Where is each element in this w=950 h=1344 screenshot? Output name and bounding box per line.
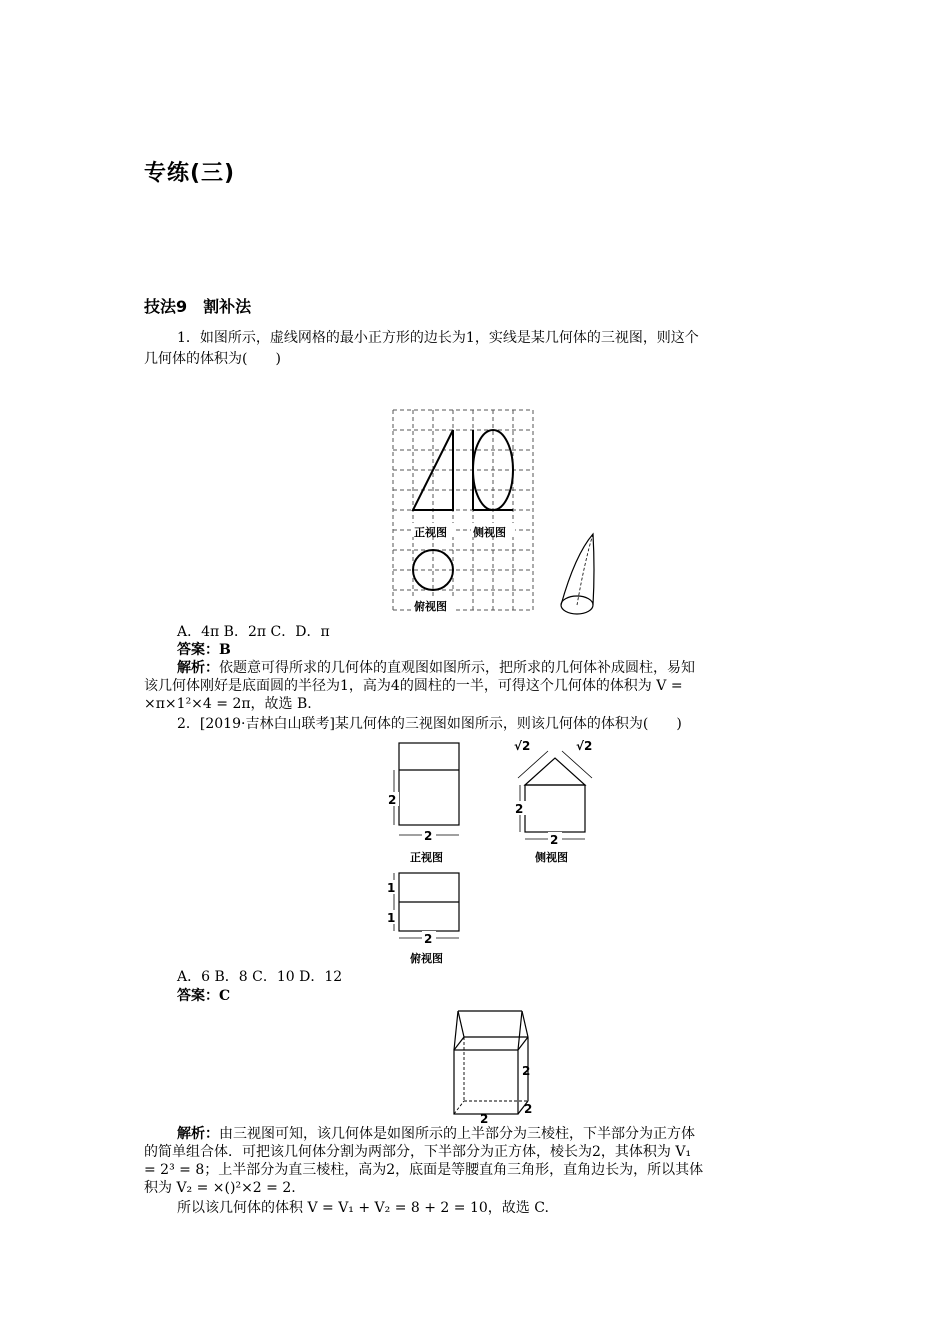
q2-sqrt2-left-label: √2 xyxy=(514,739,531,753)
q2-conclusion: 所以该几何体的体积 V = V₁ + V₂ = 8 + 2 = 10，故选 C. xyxy=(177,1200,549,1216)
q2-solid-height-label: 2 xyxy=(522,1064,531,1078)
q1-front-view-label: 正视图 xyxy=(414,526,447,539)
q2-side-width-label: 2 xyxy=(550,833,559,846)
page-title: 专练(三) xyxy=(144,161,236,186)
q1-analysis-line2: 该几何体刚好是底面圆的半径为1，高为4的圆柱的一半，可得这个几何体的体积为 V = xyxy=(144,678,683,694)
q2-side-height-label: 2 xyxy=(515,802,524,816)
q2-analysis-line4: 积为 V₂ = ×()²×2 = 2. xyxy=(144,1180,296,1196)
q1-top-view-label: 俯视图 xyxy=(414,600,447,613)
q1-analysis-label: 解析： xyxy=(177,660,219,676)
top-view-circle xyxy=(413,550,453,590)
q2-analysis-line2: 的简单组合体．可把该几何体分割为两部分，下半部分为正方体，棱长为2，其体积为 V₁ xyxy=(144,1144,692,1160)
q1-solid-sketch xyxy=(555,530,615,620)
q2-side-view xyxy=(510,738,610,846)
q2-front-view xyxy=(385,740,465,846)
q2-analysis-line3: = 2³ = 8；上半部分为直三棱柱，高为2，底面是等腰直角三角形，直角边长为，所以其体 xyxy=(144,1162,704,1178)
q2-top-view xyxy=(383,870,465,948)
q2-top-dim-upper: 1 xyxy=(387,881,396,895)
q2-solid-width-label: 2 xyxy=(480,1112,489,1123)
q2-options: A．6 B．8 C．10 D．12 xyxy=(177,969,343,985)
q2-top-width-label: 2 xyxy=(424,932,433,946)
q1-three-view-figure xyxy=(390,405,540,617)
q2-analysis-label: 解析： xyxy=(177,1126,219,1142)
q2-answer: 答案：C xyxy=(177,988,231,1004)
q2-side-view-label: 侧视图 xyxy=(535,851,568,864)
q1-stem-line1: 1．如图所示，虚线网格的最小正方形的边长为1，实线是某几何体的三视图，则这个 xyxy=(177,330,699,346)
q2-analysis-line1: 解析：由三视图可知，该几何体是如图所示的上半部分为三棱柱，下半部分为正方体 xyxy=(177,1126,695,1142)
q2-solid-sketch xyxy=(440,1005,540,1123)
q2-stem: 2．[2019·吉林白山联考]某几何体的三视图如图所示，则该几何体的体积为( ) xyxy=(177,716,682,732)
q2-front-width-label: 2 xyxy=(424,829,433,843)
q1-stem-line2: 几何体的体积为( ) xyxy=(144,351,281,367)
q2-solid-depth-label: 2 xyxy=(524,1102,533,1116)
q1-side-view-label: 侧视图 xyxy=(473,526,506,539)
q1-analysis-line3: ×π×1²×4 = 2π，故选 B. xyxy=(144,696,312,712)
section-heading: 技法9 割补法 xyxy=(144,297,252,316)
q2-top-dim-lower: 1 xyxy=(387,911,396,925)
q2-front-view-label: 正视图 xyxy=(410,851,443,864)
q2-sqrt2-right-label: √2 xyxy=(576,739,593,753)
q1-analysis-line1: 解析：依题意可得所求的几何体的直观图如图所示，把所求的几何体补成圆柱，易知 xyxy=(177,660,695,676)
q1-answer: 答案：B xyxy=(177,642,231,658)
q1-options: A．4π B．2π C．D．π xyxy=(177,624,330,640)
q2-front-height-label: 2 xyxy=(388,793,397,807)
q2-top-view-label: 俯视图 xyxy=(410,952,443,965)
